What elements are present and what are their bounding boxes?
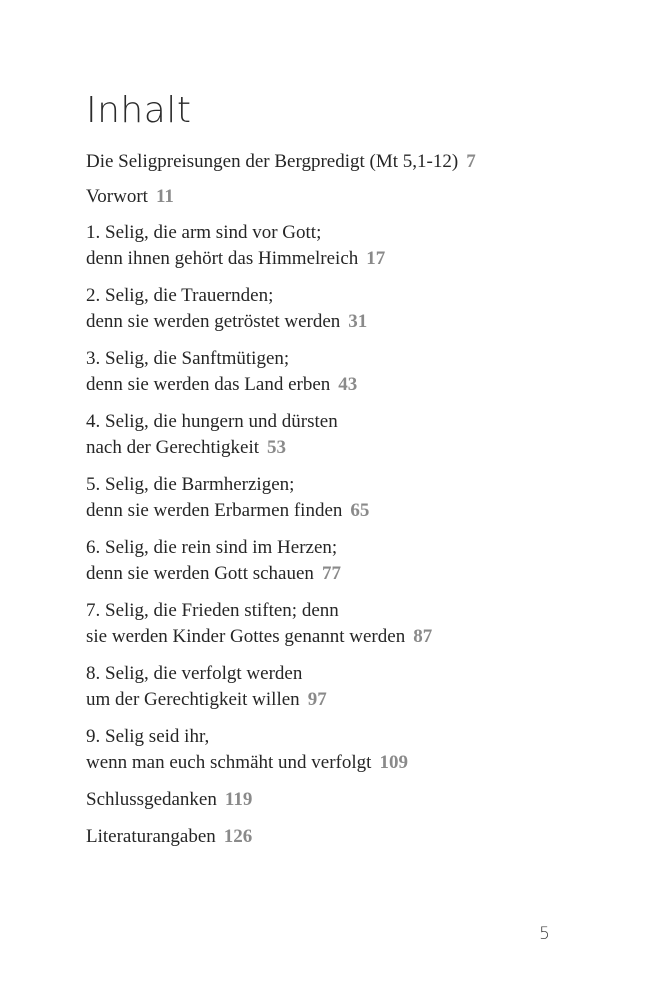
toc-entry-line	[86, 561, 606, 587]
toc-entry-title: 5. Selig, die Barmherzigen;	[86, 474, 295, 495]
toc-entry-title: wenn man euch schmäht und verfolgt	[86, 752, 372, 773]
toc-entry	[86, 184, 606, 210]
toc-entry-title: denn sie werden Gott schauen	[86, 563, 314, 584]
toc-entry-title: Literaturangaben	[86, 826, 216, 847]
toc-entry-title: 9. Selig seid ihr,	[86, 726, 210, 747]
toc-entry-line	[86, 824, 606, 850]
toc-entry-title: 8. Selig, die verfolgt werden	[86, 663, 303, 684]
toc-page-number: 77	[321, 563, 341, 584]
table-of-contents	[86, 138, 606, 850]
toc-page-number: 87	[413, 626, 433, 647]
toc-entry	[86, 598, 606, 650]
page-number: 5	[539, 924, 550, 944]
toc-entry	[86, 409, 606, 461]
toc-entry	[86, 824, 606, 850]
toc-entry-line	[86, 624, 606, 650]
toc-page-number: 11	[155, 186, 174, 207]
toc-entry-title: 2. Selig, die Trauernden;	[86, 285, 274, 306]
toc-entry	[86, 149, 606, 175]
toc-entry-line	[86, 661, 606, 687]
toc-entry-title: 1. Selig, die arm sind vor Gott;	[86, 222, 322, 243]
toc-entry-title: sie werden Kinder Gottes genannt werden	[86, 626, 406, 647]
toc-entry-title: denn ihnen gehört das Himmelreich	[86, 248, 359, 269]
toc-entry-line	[86, 283, 606, 309]
toc-entry-title: nach der Gerechtigkeit	[86, 437, 260, 458]
toc-page-number: 97	[307, 689, 327, 710]
toc-page-number: 65	[350, 500, 370, 521]
toc-entry-title: denn sie werden das Land erben	[86, 374, 331, 395]
toc-page-number: 109	[379, 752, 408, 773]
toc-entry	[86, 283, 606, 335]
toc-page-number: 31	[348, 311, 368, 332]
toc-page-number: 43	[338, 374, 358, 395]
toc-page-number: 7	[466, 151, 476, 172]
toc-page-number: 119	[224, 789, 253, 810]
toc-entry-line	[86, 472, 606, 498]
toc-entry-line	[86, 787, 606, 813]
toc-entry-line	[86, 750, 606, 776]
toc-entry-line	[86, 498, 606, 524]
toc-entry-line	[86, 220, 606, 246]
toc-entry-line	[86, 149, 606, 175]
toc-entry-title: um der Gerechtigkeit willen	[86, 689, 300, 710]
toc-entry	[86, 220, 606, 272]
toc-entry-line	[86, 687, 606, 713]
toc-entry-title: Die Seligpreisungen der Bergpredigt (Mt 5,1-12)	[86, 151, 459, 172]
toc-entry-title: 6. Selig, die rein sind im Herzen;	[86, 537, 338, 558]
toc-entry-line	[86, 435, 606, 461]
toc-entry-line	[86, 246, 606, 272]
toc-entry-line	[86, 309, 606, 335]
page-title: Inhalt	[86, 90, 192, 131]
toc-entry	[86, 661, 606, 713]
toc-entry-line	[86, 724, 606, 750]
toc-page-number: 126	[223, 826, 253, 847]
toc-entry	[86, 346, 606, 398]
toc-entry-title: 3. Selig, die Sanftmütigen;	[86, 348, 290, 369]
toc-entry-line	[86, 409, 606, 435]
toc-entry	[86, 724, 606, 776]
toc-entry	[86, 472, 606, 524]
toc-entry-title: Schlussgedanken	[86, 789, 217, 810]
toc-entry	[86, 535, 606, 587]
toc-entry-line	[86, 184, 606, 210]
toc-entry	[86, 787, 606, 813]
toc-entry-line	[86, 535, 606, 561]
toc-entry-title: 4. Selig, die hungern und dürsten	[86, 411, 338, 432]
toc-page-number: 17	[366, 248, 386, 269]
toc-entry-title: Vorwort	[86, 186, 148, 207]
toc-entry-title: 7. Selig, die Frieden stiften; denn	[86, 600, 339, 621]
toc-page-number: 53	[267, 437, 287, 458]
toc-entry-line	[86, 372, 606, 398]
toc-entry-line	[86, 598, 606, 624]
toc-entry-line	[86, 346, 606, 372]
toc-entry-title: denn sie werden Erbarmen finden	[86, 500, 343, 521]
toc-entry-title: denn sie werden getröstet werden	[86, 311, 341, 332]
